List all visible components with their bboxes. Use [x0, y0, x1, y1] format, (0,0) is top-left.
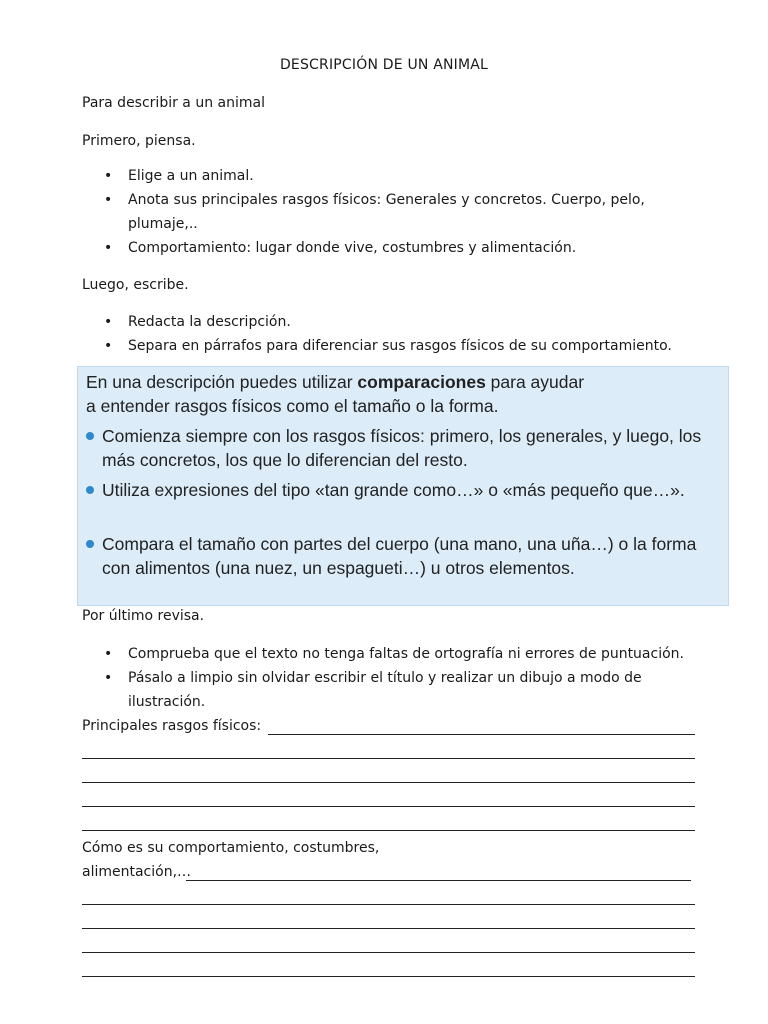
tip-item: Utiliza expresiones del tipo «tan grande como…» o «más pequeño que…».	[102, 480, 685, 500]
list-item: • Redacta la descripción.	[82, 310, 702, 334]
writing-line[interactable]	[82, 758, 695, 759]
step1-list	[82, 164, 702, 260]
step3-list	[82, 642, 702, 714]
intro-text: Para describir a un animal	[82, 95, 265, 111]
tip-intro-text: En una descripción puedes utilizar	[86, 372, 358, 392]
writing-line[interactable]	[82, 830, 695, 831]
list-item: • Comportamiento: lugar donde vive, costumbres y alimentación.	[82, 236, 702, 260]
list-item: • Pásalo a limpio sin olvidar escribir el título y realizar un dibujo a modo de ilustración.	[82, 666, 702, 714]
step3-heading: Por último revisa.	[82, 608, 205, 624]
step1-heading: Primero, piensa.	[82, 133, 196, 149]
bullet-dot-icon	[86, 486, 94, 494]
tip-intro-text-end: para ayudar	[485, 372, 585, 392]
physical-traits-label: Principales rasgos físicos:	[82, 718, 262, 734]
tip-intro-bold: comparaciones	[357, 372, 486, 392]
tip-item: Compara el tamaño con partes del cuerpo (una mano, una uña…) o la forma con alimentos (una nuez, un espagueti…) u otros elementos.	[102, 534, 697, 578]
behavior-label: Cómo es su comportamiento, costumbres,	[82, 840, 380, 856]
tip-intro	[86, 370, 726, 394]
tip-intro-line2: a entender rasgos físicos como el tamaño o la forma.	[86, 396, 499, 416]
step2-heading: Luego, escribe.	[82, 277, 189, 293]
writing-line[interactable]	[82, 976, 695, 977]
tip-box	[77, 366, 729, 606]
tip-item: Comienza siempre con los rasgos físicos: primero, los generales, y luego, los más concretos, los que lo diferencian del resto.	[102, 426, 702, 470]
writing-line[interactable]	[82, 928, 695, 929]
step2-list	[82, 310, 702, 358]
writing-line[interactable]	[268, 734, 695, 735]
page-title: DESCRIPCIÓN DE UN ANIMAL	[279, 57, 489, 73]
list-item: • Separa en párrafos para diferenciar sus rasgos físicos de su comportamiento.	[82, 334, 702, 358]
writing-line[interactable]	[82, 904, 695, 905]
list-item: • Elige a un animal.	[82, 164, 702, 188]
bullet-dot-icon	[86, 540, 94, 548]
bullet-dot-icon	[86, 432, 94, 440]
writing-line[interactable]	[186, 880, 691, 881]
writing-line[interactable]	[82, 952, 695, 953]
behavior-label-cont: alimentación,…	[82, 864, 192, 880]
list-item: • Comprueba que el texto no tenga faltas de ortografía ni errores de puntuación.	[82, 642, 702, 666]
writing-line[interactable]	[82, 782, 695, 783]
writing-line[interactable]	[82, 806, 695, 807]
list-item: • Anota sus principales rasgos físicos: Generales y concretos. Cuerpo, pelo, plumaje,..	[82, 188, 702, 236]
